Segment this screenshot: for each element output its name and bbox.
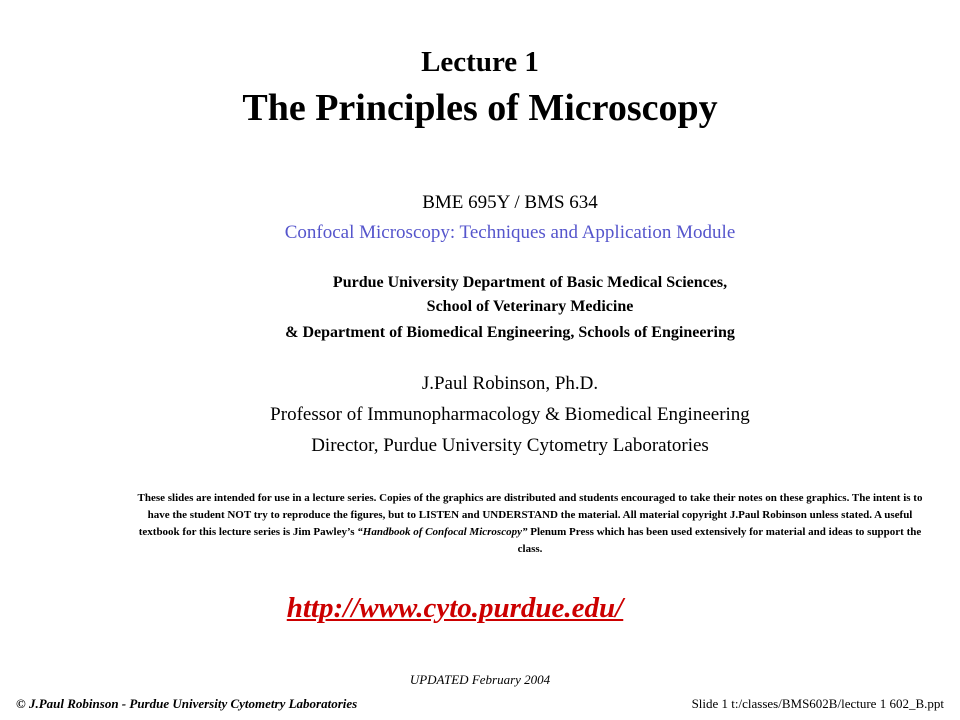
lecture-number: Lecture 1 (421, 46, 539, 78)
author-role: Director, Purdue University Cytometry Laboratories (311, 435, 709, 456)
updated-note: UPDATED February 2004 (409, 672, 551, 687)
department-line-1: Purdue University Department of Basic Medical Sciences, (332, 274, 728, 291)
disclaimer-text: These slides are intended for use in a lecture series. Copies of the graphics are distributed and students encouraged to take their notes on these graphics. The intent is to have the student NOT try to reproduce the figures, but to LISTEN and UNDERSTAND the material. All material copyright J.Paul Robinson unless stated. A useful textbook for this lecture series is Jim Pawley’s (137, 492, 923, 538)
footer-copyright: © J.Paul Robinson - Purdue University Cytometry Laboratories (16, 696, 358, 711)
author-title: Professor of Immunopharmacology & Biomedical Engineering (270, 404, 750, 425)
course-code: BME 695Y / BMS 634 (422, 192, 598, 213)
lecture-title: The Principles of Microscopy (242, 87, 718, 129)
author-name: J.Paul Robinson, Ph.D. (421, 373, 599, 394)
department-line-3: & Department of Biomedical Engineering, Schools of Engineering (285, 324, 735, 341)
disclaimer-text-end: Plenum Press which has been used extensively for material and ideas to support the class. (517, 526, 922, 555)
copyright-disclaimer (130, 490, 930, 558)
textbook-title: “Handbook of Confocal Microscopy” (357, 526, 528, 538)
module-name: Confocal Microscopy: Techniques and Application Module (284, 222, 736, 243)
footer-slide-info: Slide 1 t:/classes/BMS602B/lecture 1 602_B.ppt (691, 696, 944, 711)
website-link[interactable]: http://www.cyto.purdue.edu/ (286, 592, 624, 624)
department-line-2: School of Veterinary Medicine (426, 298, 634, 315)
